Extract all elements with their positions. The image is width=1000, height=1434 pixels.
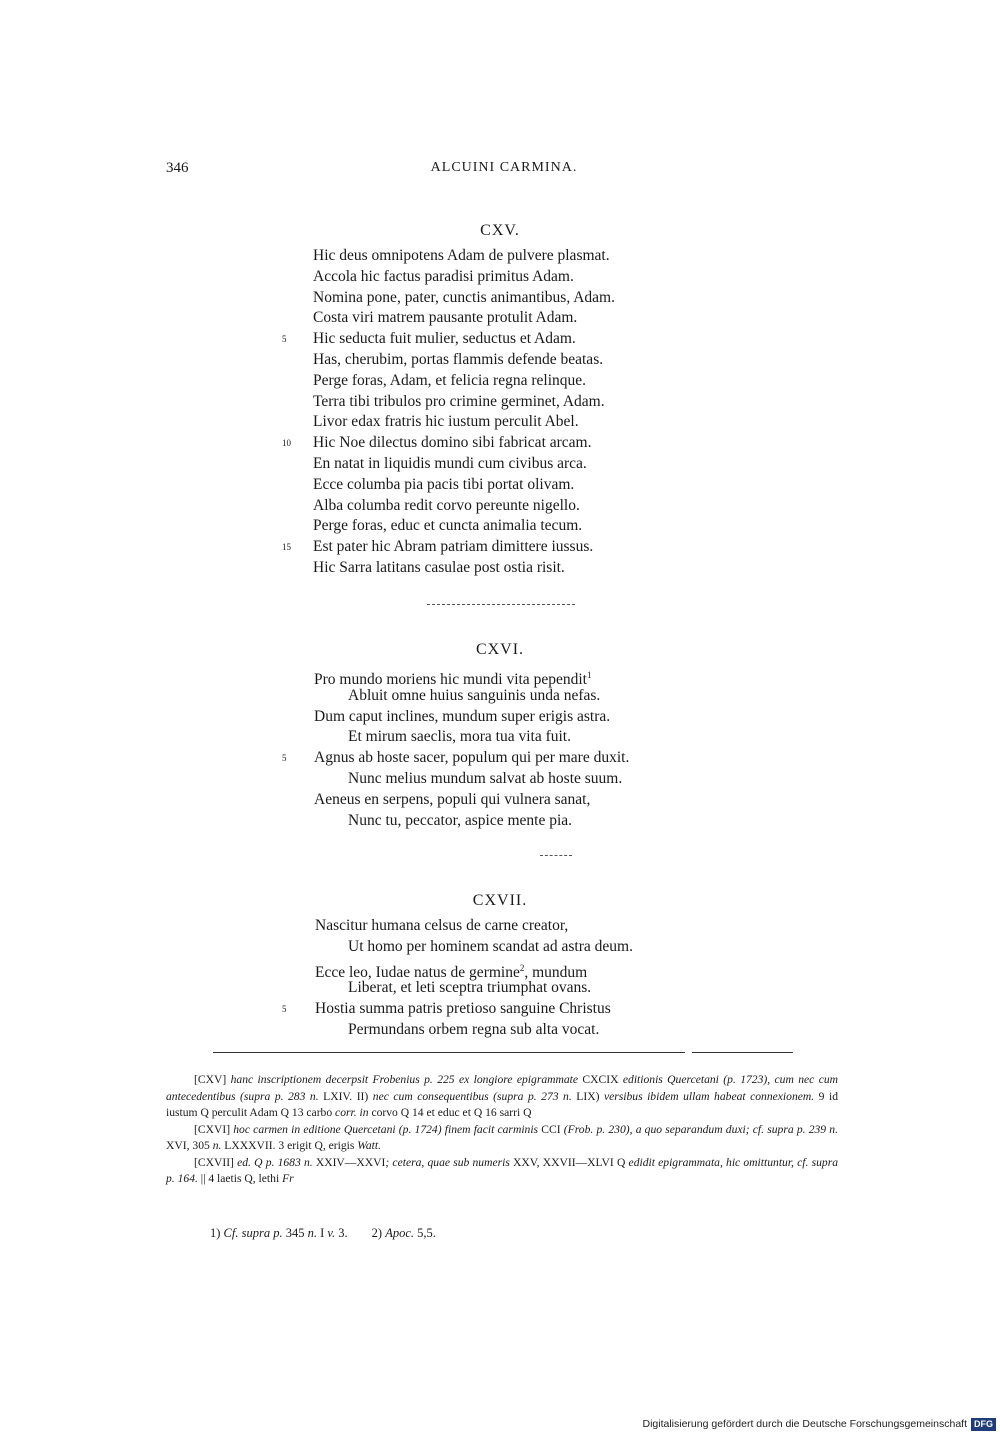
running-title: ALCUINI CARMINA. — [430, 160, 578, 175]
apparatus-text: corr. in — [335, 1106, 369, 1119]
verse-line — [0, 350, 1000, 371]
verse-words: Hic Noe dilectus domino sibi fabricat arcam. — [313, 434, 592, 452]
verse-line — [0, 246, 1000, 267]
verse-text — [314, 707, 610, 728]
apparatus-text: CXCIX — [582, 1073, 619, 1086]
poem-title-cxvii: CXVII. — [472, 892, 528, 909]
apparatus-text: Fr — [282, 1172, 294, 1185]
verse-line — [0, 475, 1000, 496]
apparatus-text: n. — [209, 1139, 225, 1152]
apparatus-entry — [166, 1072, 838, 1122]
verse-text — [313, 433, 591, 454]
footnote-text: 5,5. — [414, 1226, 436, 1240]
footnote-text: 345 — [282, 1226, 308, 1240]
verse-text — [314, 790, 590, 811]
verse-words: Nomina pone, pater, cunctis animantibus, Adam. — [313, 288, 615, 306]
verse-words: Accola hic factus paradisi primitus Adam. — [313, 267, 574, 285]
verse-text — [313, 246, 610, 267]
footnote — [372, 1226, 436, 1240]
verse-text — [315, 999, 611, 1020]
verse-line — [0, 1020, 1000, 1041]
verse-words: Terra tibi tribulos pro crimine germinet, Adam. — [313, 392, 605, 410]
verse-line — [0, 558, 1000, 579]
verse-line — [0, 392, 1000, 413]
apparatus-text: LXXXVII. — [224, 1139, 276, 1152]
footnote-number: 1) — [210, 1226, 221, 1240]
verse-words: Costa viri matrem pausante protulit Adam. — [313, 309, 578, 327]
verse-line — [0, 537, 1000, 558]
verse-line — [0, 267, 1000, 288]
verse-words: Hostia summa patris pretioso sanguine Christus — [315, 1000, 611, 1018]
verse-text — [313, 288, 615, 309]
apparatus-label: [CXVII] — [194, 1155, 234, 1169]
section-separator — [427, 604, 575, 605]
verse-line — [0, 288, 1000, 309]
verse-words: Nunc tu, peccator, aspice mente pia. — [348, 811, 573, 829]
verse-text — [313, 329, 576, 350]
critical-apparatus — [166, 1072, 838, 1188]
verse-words: Et mirum saeclis, mora tua vita fuit. — [348, 728, 571, 746]
verse-text — [348, 978, 591, 999]
apparatus-text: versibus ibidem ullam habeat connexionem. — [599, 1089, 815, 1103]
verse-line — [0, 916, 1000, 937]
verse-words: Has, cherubim, portas flammis defende beatas. — [313, 350, 604, 368]
verse-text — [348, 727, 571, 748]
verse-line — [0, 496, 1000, 517]
line-number: 15 — [282, 542, 291, 553]
apparatus-rule — [692, 1052, 793, 1053]
page-number: 346 — [166, 160, 189, 176]
verse-text — [313, 475, 574, 496]
verse-line — [0, 727, 1000, 748]
page-header — [166, 160, 842, 184]
dfg-logo: DFG — [971, 1418, 996, 1431]
poem-cxvii — [0, 916, 1000, 1041]
verse-line — [0, 978, 1000, 999]
footnote-text: v. — [327, 1226, 336, 1240]
poem-title-cxvi: CXVI. — [475, 641, 525, 658]
verse-words: Livor edax fratris hic iustum perculit Abel. — [313, 413, 579, 431]
banner-text: Digitalisierung gefördert durch die Deutsche Forschungsgemeinschaft — [642, 1418, 967, 1430]
verse-words: Hic deus omnipotens Adam de pulvere plasmat. — [313, 247, 610, 264]
apparatus-text: 9 id iustum Q perculit Adam Q 13 carbo — [166, 1089, 838, 1119]
line-number: 5 — [282, 753, 287, 764]
verse-line — [0, 790, 1000, 811]
apparatus-text: corvo Q 14 et educ et Q 16 sarri Q — [368, 1106, 532, 1119]
verse-words: Ecce leo, Iudae natus de germine — [315, 963, 520, 981]
verse-text — [348, 937, 633, 958]
verse-words: Hic Sarra latitans casulae post ostia risit. — [313, 558, 565, 576]
line-number: 5 — [282, 334, 287, 345]
verse-words: Permundans orbem regna sub alta vocat. — [348, 1020, 600, 1038]
verse-words: Alba columba redit corvo pereunte nigello. — [313, 496, 580, 514]
verse-text — [348, 769, 622, 790]
line-number: 10 — [282, 438, 291, 449]
footnote-number: 2) — [371, 1226, 383, 1240]
verse-text — [313, 412, 579, 433]
verse-text — [315, 916, 568, 937]
verse-text — [313, 308, 577, 329]
apparatus-text: XXV, XXVII—XLVI Q — [513, 1155, 626, 1169]
section-separator — [540, 855, 572, 856]
apparatus-text: XXIV—XXVI — [315, 1155, 386, 1169]
verse-words: Perge foras, Adam, et felicia regna relinque. — [313, 371, 587, 389]
verse-line — [0, 999, 1000, 1020]
apparatus-text: (Frob. p. 230), a quo separandum duxi; cf. supra p. 239 n. — [560, 1122, 838, 1136]
poem-cxvi — [0, 665, 1000, 831]
verse-line — [0, 686, 1000, 707]
apparatus-text: edidit epigrammata, hic omittuntur, cf. supra p. 164. — [166, 1155, 839, 1185]
verse-text — [313, 392, 605, 413]
verse-text — [313, 558, 565, 579]
verse-line — [0, 707, 1000, 728]
verse-text — [314, 748, 629, 769]
apparatus-text: ed. Q p. 1683 n. — [237, 1155, 316, 1169]
footnote-text: I — [316, 1226, 328, 1240]
verse-words: Dum caput inclines, mundum super erigis astra. — [314, 707, 611, 725]
verse-words: Abluit omne huius sanguinis unda nefas. — [348, 686, 601, 704]
apparatus-text: Watt. — [357, 1139, 382, 1152]
verse-line — [0, 329, 1000, 350]
footnote-text: Cf. supra p. — [223, 1226, 283, 1240]
footnote-text: Apoc. — [385, 1226, 414, 1240]
verse-text — [313, 267, 574, 288]
verse-line — [0, 958, 1000, 979]
verse-line — [0, 433, 1000, 454]
apparatus-rule — [213, 1052, 685, 1053]
footnote-text: 3. — [335, 1226, 348, 1240]
verse-line — [0, 412, 1000, 433]
verse-line — [0, 665, 1000, 689]
verse-words: Agnus ab hoste sacer, populum qui per mare duxit. — [314, 749, 630, 767]
apparatus-text: editionis Quercetani (p. 1723), cum nec cum antecedentibus (supra p. 283 n. — [166, 1073, 839, 1103]
apparatus-text: ; cetera, quae sub numeris — [385, 1155, 514, 1169]
verse-words: Pro mundo moriens hic mundi vita pependit — [314, 671, 587, 689]
verse-text — [313, 454, 587, 475]
verse-text — [313, 537, 593, 558]
verse-text — [313, 516, 582, 537]
poem-title-cxv: CXV. — [480, 222, 520, 239]
verse-text — [313, 496, 580, 517]
verse-line — [0, 937, 1000, 958]
footnotes — [210, 1226, 460, 1241]
footnote-marker: 2 — [519, 962, 525, 973]
apparatus-text: LIX) — [576, 1089, 600, 1103]
footnote-marker: 1 — [586, 670, 592, 680]
verse-words-continued: , mundum — [524, 963, 588, 981]
verse-words: Ut homo per hominem scandat ad astra deum. — [348, 937, 633, 955]
verse-line — [0, 454, 1000, 475]
verse-text — [313, 371, 586, 392]
verse-words: En natat in liquidis mundi cum civibus arca. — [313, 454, 587, 472]
verse-words: Nascitur humana celsus de carne creator, — [315, 917, 569, 934]
poem-cxv — [0, 246, 1000, 579]
apparatus-text: hoc carmen in editione Quercetani (p. 1724) finem facit carminis — [233, 1122, 542, 1136]
apparatus-entry — [166, 1155, 838, 1188]
verse-line — [0, 516, 1000, 537]
verse-words: Nunc melius mundum salvat ab hoste suum. — [348, 769, 623, 787]
verse-line — [0, 371, 1000, 392]
apparatus-text: XVI, 305 — [166, 1139, 210, 1152]
apparatus-label: [CXV] — [194, 1073, 227, 1086]
verse-line — [0, 811, 1000, 832]
apparatus-label: [CXVI] — [194, 1122, 231, 1136]
verse-words: Hic seducta fuit mulier, seductus et Adam. — [313, 330, 576, 348]
apparatus-text: CCI — [541, 1122, 561, 1136]
apparatus-text: nec cum consequentibus (supra p. 273 n. — [368, 1089, 577, 1103]
verse-text — [313, 350, 603, 371]
verse-line — [0, 308, 1000, 329]
verse-line — [0, 748, 1000, 769]
verse-words: Perge foras, educ et cuncta animalia tecum. — [313, 517, 583, 535]
verse-text — [348, 686, 600, 707]
apparatus-text: || 4 laetis Q, lethi — [197, 1172, 283, 1185]
verse-words: Est pater hic Abram patriam dimittere iussus. — [313, 538, 594, 556]
line-number: 5 — [282, 1004, 287, 1015]
apparatus-entry — [166, 1122, 838, 1155]
verse-words: Aeneus en serpens, populi qui vulnera sanat, — [314, 790, 591, 808]
verse-line — [0, 769, 1000, 790]
digitization-banner — [642, 1418, 996, 1430]
apparatus-text: LXIV. II) — [323, 1089, 369, 1103]
verse-text — [348, 1020, 599, 1041]
footnote-text: n. — [307, 1226, 317, 1240]
verse-words: Ecce columba pia pacis tibi portat olivam. — [313, 475, 575, 493]
footnote — [210, 1226, 348, 1240]
verse-text — [348, 811, 572, 832]
apparatus-text: 3 erigit Q, erigis — [275, 1139, 358, 1152]
apparatus-text: hanc inscriptionem decerpsit Frobenius p. 225 ex longiore epigrammate — [230, 1073, 583, 1086]
verse-words: Liberat, et leti sceptra triumphat ovans. — [348, 979, 592, 997]
